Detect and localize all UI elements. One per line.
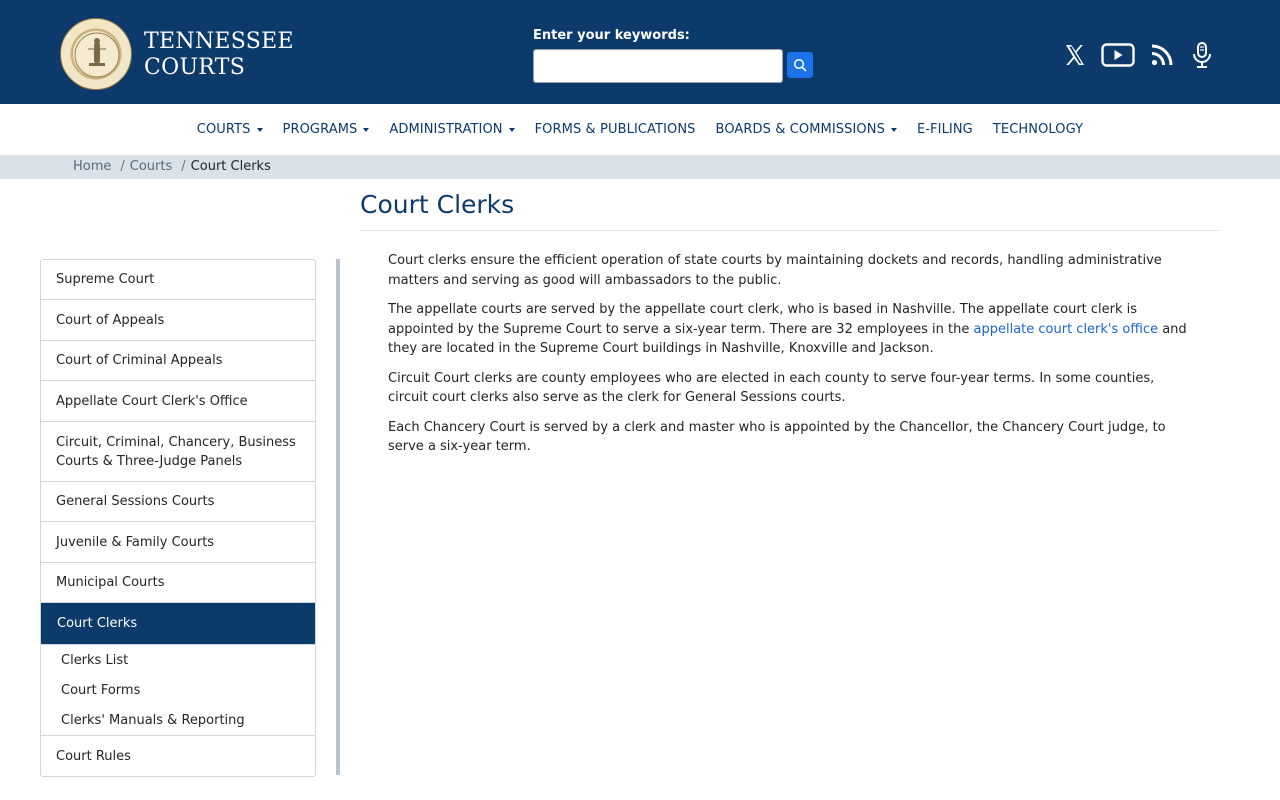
seal-graphic bbox=[61, 19, 133, 91]
breadcrumb-courts[interactable]: Courts bbox=[129, 159, 173, 174]
sidebar-item-appellate-court-clerks-office[interactable]: Appellate Court Clerk's Office bbox=[41, 381, 315, 422]
sidebar-item-juvenile-family-courts[interactable]: Juvenile & Family Courts bbox=[41, 522, 315, 563]
nav-technology[interactable] bbox=[983, 122, 1093, 137]
caret-down-icon bbox=[363, 128, 369, 132]
nav-efiling-label: E-FILING bbox=[916, 122, 973, 137]
search-icon bbox=[793, 58, 807, 72]
main-nav bbox=[0, 104, 1280, 155]
paragraph-appellate bbox=[388, 300, 1198, 359]
paragraph-intro: Court clerks ensure the efficient operation of state courts by maintaining dockets and records, handling administrative matters and serving as good will ambassadors to the public. bbox=[388, 253, 1162, 288]
sidebar-subitem-court-forms[interactable]: Court Forms bbox=[61, 683, 141, 699]
nav-e-filing[interactable] bbox=[907, 122, 983, 137]
paragraph-circuit: Circuit Court clerks are county employees who are elected in each county to serve four-year terms. In some counties, circuit court clerks also serve as the clerk for General Sessions courts. bbox=[388, 370, 1155, 405]
search-button[interactable] bbox=[787, 52, 813, 78]
appellate-court-clerks-office-link[interactable]: appellate court clerk's office bbox=[973, 321, 1159, 337]
sidebar-item-court-clerks[interactable]: Court Clerks bbox=[41, 603, 315, 645]
nav-administration[interactable] bbox=[379, 122, 524, 137]
nav-programs-label: PROGRAMS bbox=[282, 122, 358, 137]
nav-administration-label: ADMINISTRATION bbox=[389, 122, 503, 137]
rss-icon bbox=[1150, 43, 1174, 67]
nav-boards-label: BOARDS & COMMISSIONS bbox=[715, 122, 885, 137]
x-twitter-link[interactable] bbox=[1061, 38, 1089, 72]
sidebar-subnav bbox=[41, 645, 315, 736]
title-divider bbox=[360, 230, 1220, 231]
nav-courts[interactable] bbox=[187, 122, 273, 137]
search-input[interactable] bbox=[533, 49, 783, 83]
search-label: Enter your keywords: bbox=[533, 28, 690, 43]
brand-line-1: TENNESSEE bbox=[144, 29, 294, 54]
sidebar-nav bbox=[40, 259, 316, 777]
sidebar-subitem-clerks-manuals-reporting[interactable]: Clerks' Manuals & Reporting bbox=[61, 712, 245, 728]
breadcrumb bbox=[73, 159, 271, 174]
youtube-link[interactable] bbox=[1101, 38, 1135, 72]
brand-line-2: COURTS bbox=[144, 55, 246, 80]
nav-programs[interactable] bbox=[273, 122, 380, 137]
paragraph-appellate-text-b: and they are located in the Supreme Court buildings in Nashville, Knoxville and Jackson. bbox=[388, 321, 1187, 356]
breadcrumb-bar bbox=[0, 155, 1280, 179]
caret-down-icon bbox=[891, 128, 897, 132]
caret-down-icon bbox=[509, 128, 515, 132]
sidebar-item-court-of-appeals[interactable]: Court of Appeals bbox=[41, 300, 315, 341]
sidebar-divider bbox=[336, 259, 340, 775]
sidebar-item-court-rules[interactable]: Court Rules bbox=[56, 748, 131, 764]
breadcrumb-home[interactable]: Home bbox=[73, 159, 112, 174]
breadcrumb-separator: / bbox=[181, 159, 186, 174]
tennessee-judiciary-seal-logo[interactable] bbox=[60, 18, 132, 90]
sidebar-item-supreme-court[interactable]: Supreme Court bbox=[41, 260, 315, 300]
sidebar-subitem-clerks-list[interactable]: Clerks List bbox=[61, 653, 129, 669]
sidebar-item-general-sessions-courts[interactable]: General Sessions Courts bbox=[41, 482, 315, 522]
paragraph-chancery: Each Chancery Court is served by a clerk and master who is appointed by the Chancellor, the Chancery Court judge, to serve a six-year term. bbox=[388, 419, 1166, 454]
nav-boards-commissions[interactable] bbox=[706, 122, 907, 137]
site-brand[interactable] bbox=[144, 29, 294, 81]
page-title: Court Clerks bbox=[360, 190, 515, 219]
youtube-icon bbox=[1101, 43, 1135, 67]
breadcrumb-separator: / bbox=[120, 159, 125, 174]
nav-forms-publications[interactable] bbox=[525, 122, 706, 137]
main-content bbox=[388, 251, 1198, 467]
sidebar-item-circuit-criminal-chancery[interactable]: Circuit, Criminal, Chancery, Business Courts & Three-Judge Panels bbox=[41, 422, 315, 482]
x-twitter-icon bbox=[1063, 43, 1087, 67]
podcast-link[interactable] bbox=[1190, 38, 1214, 72]
paragraph-appellate-text-a: The appellate courts are served by the appellate court clerk, who is based in Nashville. The appellate court clerk is appointed by the Supreme Court to serve a six-year term. There are 32 employees in the bbox=[388, 302, 1138, 337]
site-header bbox=[0, 0, 1280, 104]
nav-courts-label: COURTS bbox=[196, 122, 251, 137]
breadcrumb-current: Court Clerks bbox=[190, 159, 271, 174]
sidebar-item-court-of-criminal-appeals[interactable]: Court of Criminal Appeals bbox=[41, 341, 315, 381]
nav-forms-label: FORMS & PUBLICATIONS bbox=[534, 122, 696, 137]
caret-down-icon bbox=[257, 128, 263, 132]
rss-link[interactable] bbox=[1148, 38, 1176, 72]
sidebar-item-municipal-courts[interactable]: Municipal Courts bbox=[41, 563, 315, 603]
nav-technology-label: TECHNOLOGY bbox=[992, 122, 1084, 137]
podcast-microphone-icon bbox=[1191, 41, 1213, 69]
